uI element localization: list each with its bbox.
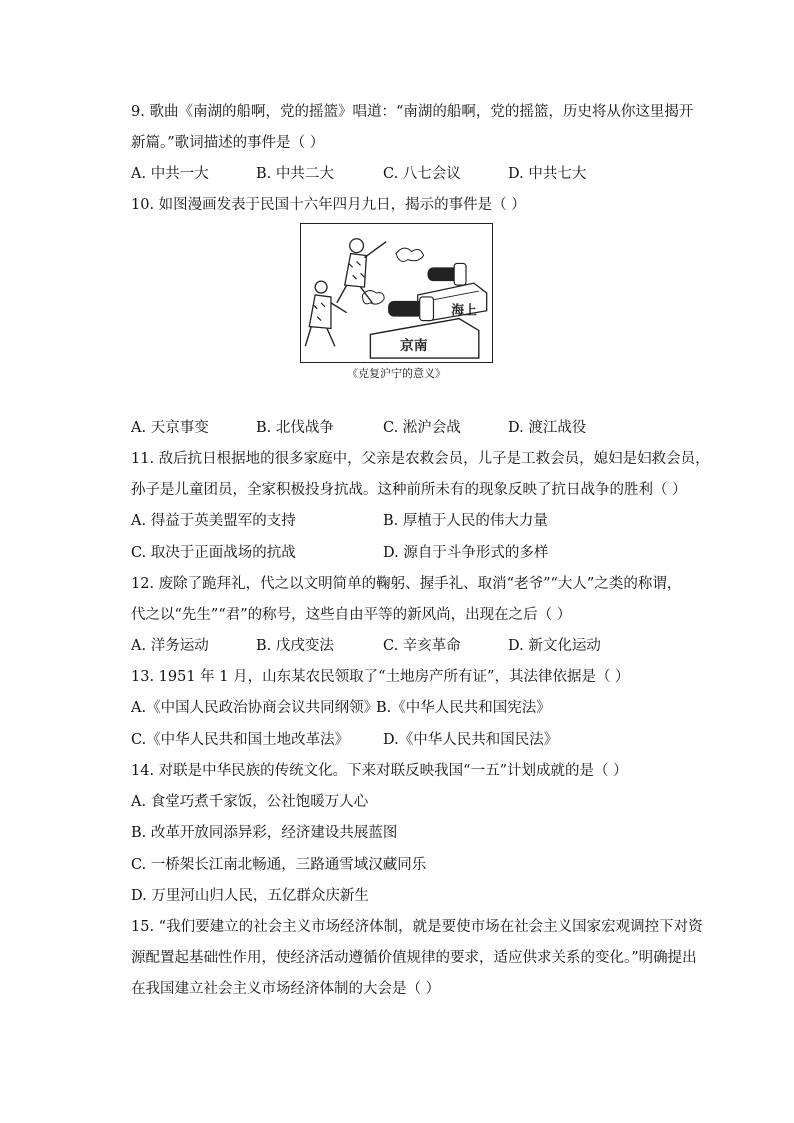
question-14-option-d: D. 万里河山归人民，五亿群众庆新生 — [131, 888, 369, 904]
figure-caption: 《克复沪宁的意义》 — [347, 367, 446, 380]
question-12-stem-line-1: 12. 废除了跪拜礼，代之以文明简单的鞠躬、握手礼、取消“老爷”“大人”之类的称谓， — [131, 576, 682, 592]
question-9-option-d: D. 中共七大 — [508, 166, 587, 182]
question-9-option-a: A. 中共一大 — [131, 166, 209, 182]
question-11-option-c: C. 取决于正面战场的抗战 — [131, 545, 296, 561]
question-11-option-a: A. 得益于英美盟军的支持 — [131, 513, 296, 529]
question-11-stem-line-1: 11. 敌后抗日根据地的很多家庭中，父亲是农救会员，儿子是工救会员，媳妇是妇救会员， — [131, 451, 710, 467]
question-15-stem-line-3: 在我国建立社会主义市场经济体制的大会是（ ） — [131, 981, 441, 997]
question-12-option-b: B. 戊戌变法 — [256, 638, 334, 654]
question-12-option-a: A. 洋务运动 — [131, 638, 209, 654]
question-14-stem-line-1: 14. 对联是中华民族的传统文化。下来对联反映我国“一五”计划成就的是（ ） — [131, 763, 628, 779]
question-14-option-b: B. 改革开放同添异彩，经济建设共展蓝图 — [131, 825, 398, 841]
question-14-option-c: C. 一桥架长江南北畅通，三路通雪域汉藏同乐 — [131, 857, 427, 873]
question-12-stem-line-2: 代之以“先生”“君”的称号，这些自由平等的新风尚，出现在之后（ ） — [131, 607, 572, 623]
question-10-option-b: B. 北伐战争 — [256, 420, 334, 436]
cartoon-label-jingnan: 京南 — [399, 338, 428, 355]
question-10-option-c: C. 淞沪会战 — [383, 420, 461, 436]
question-11-stem-line-2: 孙子是儿童团员，全家积极投身抗战。这种前所未有的现象反映了抗日战争的胜利（ ） — [131, 482, 687, 498]
question-9-option-b: B. 中共二大 — [256, 166, 334, 182]
question-13-option-a: A.《中国人民政治协商会议共同纲领》 — [131, 700, 379, 716]
question-9-stem-line-2: 新篇。”歌词描述的事件是（ ） — [131, 135, 325, 151]
question-11-option-d: D. 源自于斗争形式的多样 — [383, 545, 549, 561]
question-15-stem-line-1: 15. “我们要建立的社会主义市场经济体制，就是要使市场在社会主义国家宏观调控下对资 — [131, 919, 703, 935]
question-11-option-b: B. 厚植于人民的伟大力量 — [383, 513, 548, 529]
political-cartoon-illustration — [300, 223, 493, 363]
question-9-stem-line-1: 9. 歌曲《南湖的船啊，党的摇篮》唱道：“南湖的船啊，党的摇篮，历史将从你这里揭开 — [131, 104, 694, 120]
question-13-stem-line-1: 13. 1951 年 1 月，山东某农民领取了“土地房产所有证”，其法律依据是（ ） — [131, 669, 630, 685]
question-10-stem-line-1: 10. 如图漫画发表于民国十六年四月九日，揭示的事件是（ ） — [131, 197, 526, 213]
question-13-option-c: C.《中华人民共和国土地改革法》 — [131, 732, 350, 748]
question-12-option-c: C. 辛亥革命 — [383, 638, 461, 654]
question-13-option-d: D.《中华人民共和国民法》 — [383, 732, 559, 748]
question-10-option-a: A. 天京事变 — [131, 420, 209, 436]
cartoon-drawing — [301, 224, 492, 362]
question-15-stem-line-2: 源配置起基础性作用，使经济活动遵循价值规律的要求，适应供求关系的变化。”明确提出 — [131, 950, 697, 966]
question-10-option-d: D. 渡江战役 — [508, 420, 587, 436]
question-9-option-c: C. 八七会议 — [383, 166, 461, 182]
cartoon-label-haishang: 海上 — [451, 303, 477, 319]
question-14-option-a: A. 食堂巧煮千家饭，公社饱暖万人心 — [131, 794, 369, 810]
question-12-option-d: D. 新文化运动 — [508, 638, 601, 654]
question-13-option-b: B.《中华人民共和国宪法》 — [376, 700, 551, 716]
